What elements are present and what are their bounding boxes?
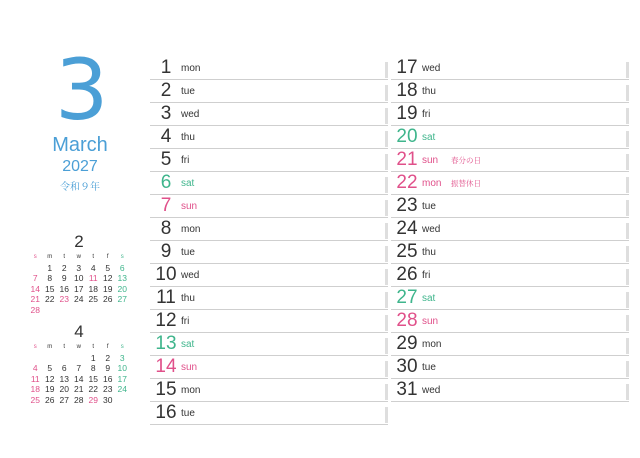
- day-number: 24: [396, 218, 418, 239]
- mini-weekday-header: w: [76, 344, 81, 350]
- mini-calendar-day: 17: [74, 283, 84, 294]
- mini-calendar-day: 12: [45, 373, 55, 384]
- day-of-week: sun: [181, 362, 198, 373]
- day-number: 5: [160, 149, 172, 170]
- mini-calendar-day: 15: [88, 373, 98, 384]
- mini-calendar-day: 16: [59, 283, 69, 294]
- mini-weekday-header: s: [33, 344, 37, 350]
- day-of-week: sat: [422, 132, 436, 143]
- mini-calendar-day: 2: [105, 352, 111, 363]
- mini-calendar-day: 9: [105, 363, 111, 373]
- mini-calendar-day: [28, 353, 43, 364]
- day-of-week: sat: [422, 293, 436, 304]
- mini-calendar-day: 6: [119, 262, 125, 273]
- day-number: 3: [160, 103, 172, 124]
- mini-calendar-day: 14: [74, 373, 84, 384]
- mini-calendar-day: 22: [45, 294, 55, 304]
- mini-calendar-day: 7: [76, 363, 82, 373]
- day-of-week: mon: [181, 385, 201, 396]
- mini-calendar-day: 7: [32, 273, 38, 283]
- mini-calendar-day: 11: [30, 373, 40, 384]
- mini-calendar-day: 10: [74, 273, 84, 283]
- day-row: [391, 264, 629, 287]
- day-number: 11: [156, 287, 176, 308]
- mini-calendar-day: 23: [59, 294, 69, 304]
- mini-calendar-day: 3: [76, 262, 82, 273]
- day-of-week: wed: [422, 224, 441, 235]
- day-row: [150, 172, 388, 195]
- day-of-week: sun: [422, 316, 439, 327]
- day-of-week: sun: [181, 201, 198, 212]
- mini-calendar-day: 5: [105, 262, 111, 273]
- day-number: 2: [160, 80, 172, 101]
- day-row: [150, 333, 388, 356]
- mini-calendar-day: 25: [30, 394, 40, 405]
- day-number: 14: [155, 356, 177, 377]
- day-list-column-2: [391, 57, 629, 402]
- mini-calendar-title: 2: [74, 232, 84, 251]
- mini-calendar-day: 14: [30, 283, 40, 294]
- mini-calendar-next-month: [28, 322, 130, 405]
- day-number: 19: [396, 103, 418, 124]
- day-of-week: tue: [181, 408, 195, 419]
- mini-calendar-title: 4: [74, 322, 84, 341]
- mini-weekday-header: f: [106, 254, 109, 260]
- mini-calendar-day: [101, 305, 116, 316]
- day-of-week: thu: [181, 293, 195, 304]
- mini-calendar-day: [43, 305, 58, 316]
- mini-calendar-day: 11: [88, 273, 98, 283]
- mini-calendar-day: 1: [90, 352, 96, 363]
- mini-calendar-day: 1: [47, 262, 53, 273]
- mini-calendar-day: 18: [88, 283, 98, 294]
- day-of-week: tue: [181, 86, 195, 97]
- day-of-week: thu: [422, 247, 436, 258]
- mini-calendar-day: 15: [45, 283, 55, 294]
- mini-weekday-header: s: [120, 344, 124, 350]
- mini-calendar-day: 8: [90, 363, 96, 373]
- day-number: 25: [396, 241, 418, 262]
- day-of-week: fri: [422, 270, 431, 281]
- mini-calendar-day: 24: [74, 294, 84, 304]
- day-of-week: fri: [181, 316, 190, 327]
- day-number: 22: [396, 172, 418, 193]
- day-row: [391, 172, 629, 195]
- day-row: [391, 218, 629, 241]
- month-name: March: [52, 134, 108, 156]
- day-row: [391, 310, 629, 333]
- mini-weekday-header: m: [47, 254, 53, 260]
- day-row: [150, 57, 388, 80]
- day-number: 20: [396, 126, 418, 147]
- mini-calendar-day: 13: [59, 373, 69, 384]
- mini-calendar-day: 5: [47, 363, 53, 373]
- mini-calendar-day: 9: [61, 273, 67, 283]
- day-number: 17: [396, 57, 418, 78]
- mini-calendar-day: 21: [30, 294, 40, 304]
- day-row: [391, 287, 629, 310]
- mini-calendar-day: [28, 263, 43, 274]
- year: 2027: [62, 158, 98, 175]
- mini-calendar-day: 19: [45, 384, 55, 394]
- mini-calendar-day: 18: [30, 384, 40, 394]
- mini-calendar-day: [115, 305, 130, 316]
- mini-calendar-day: 13: [117, 273, 127, 283]
- day-of-week: tue: [181, 247, 195, 258]
- mini-calendar-day: 3: [119, 352, 125, 363]
- day-of-week: thu: [181, 132, 195, 143]
- day-of-week: wed: [181, 270, 200, 281]
- day-number: 6: [160, 172, 172, 193]
- day-of-week: fri: [181, 155, 190, 166]
- mini-calendar-day: 27: [59, 394, 69, 405]
- mini-weekday-header: t: [63, 344, 66, 350]
- mini-calendar-day: 27: [117, 294, 127, 304]
- mini-calendar-day: 10: [117, 363, 127, 373]
- day-of-week: thu: [422, 86, 436, 97]
- day-number: 15: [155, 379, 177, 400]
- day-of-week: wed: [181, 109, 200, 120]
- mini-weekday-header: t: [92, 254, 95, 260]
- day-row: [150, 402, 388, 425]
- mini-calendar-day: 17: [117, 373, 127, 384]
- mini-weekday-header: f: [106, 344, 109, 350]
- day-of-week: wed: [422, 63, 441, 74]
- mini-calendar-day: 16: [103, 373, 113, 384]
- day-number: 16: [155, 402, 177, 423]
- mini-calendar-day: 4: [90, 262, 96, 273]
- day-number: 30: [396, 356, 418, 377]
- day-of-week: fri: [422, 109, 431, 120]
- mini-calendar-day: 6: [61, 363, 67, 373]
- day-of-week: sat: [181, 178, 195, 189]
- day-of-week: wed: [422, 385, 441, 396]
- day-number: 4: [160, 126, 172, 147]
- day-row: [150, 241, 388, 264]
- mini-calendar-day: 28: [74, 394, 84, 405]
- day-row: [150, 80, 388, 103]
- mini-calendar-day: 25: [88, 294, 98, 304]
- day-number: 26: [396, 264, 418, 285]
- mini-calendar-day: 21: [74, 384, 84, 394]
- mini-calendar-day: 20: [117, 283, 127, 294]
- day-number: 12: [155, 310, 177, 331]
- mini-calendar-day: [57, 353, 72, 364]
- day-number: 27: [396, 287, 418, 308]
- mini-calendar-day: 12: [103, 273, 113, 283]
- day-row: [391, 103, 629, 126]
- holiday-label: 振替休日: [451, 179, 481, 188]
- mini-calendar-grid: [28, 342, 130, 405]
- day-row: [150, 310, 388, 333]
- day-number: 10: [155, 264, 177, 285]
- mini-calendar-day: 26: [45, 394, 55, 405]
- day-row: [150, 287, 388, 310]
- day-row: [391, 356, 629, 379]
- mini-calendar-day: 26: [103, 294, 113, 304]
- day-number: 1: [160, 57, 172, 78]
- mini-calendar-day: 19: [103, 283, 113, 294]
- day-row: [150, 264, 388, 287]
- day-row: [391, 57, 629, 80]
- era-year: 令和９年: [60, 182, 100, 193]
- day-row: [150, 195, 388, 218]
- day-of-week: mon: [181, 224, 201, 235]
- day-row: [150, 103, 388, 126]
- day-row: [391, 80, 629, 103]
- month-number: 3: [55, 41, 109, 139]
- mini-calendar-day: 30: [103, 394, 113, 405]
- mini-calendar-day: [86, 305, 101, 316]
- mini-weekday-header: s: [33, 254, 37, 260]
- day-of-week: sun: [422, 155, 439, 166]
- day-row: [150, 356, 388, 379]
- day-number: 29: [396, 333, 418, 354]
- mini-calendar-day: 20: [59, 384, 69, 394]
- day-row: [391, 149, 629, 172]
- mini-calendar-day: 22: [88, 384, 98, 394]
- day-number: 31: [396, 379, 418, 400]
- day-number: 8: [160, 218, 172, 239]
- day-number: 9: [160, 241, 172, 262]
- day-row: [150, 379, 388, 402]
- day-row: [391, 333, 629, 356]
- day-number: 28: [396, 310, 418, 331]
- mini-calendar-day: 2: [61, 262, 67, 273]
- day-row: [150, 149, 388, 172]
- day-row: [150, 218, 388, 241]
- mini-weekday-header: t: [63, 254, 66, 260]
- mini-calendar-day: 8: [47, 273, 53, 283]
- mini-calendar-day: 4: [32, 363, 38, 373]
- mini-calendar-day: [72, 305, 87, 316]
- mini-calendar-day: [57, 305, 72, 316]
- mini-calendar-day: 24: [117, 384, 127, 394]
- mini-calendar-day: 23: [103, 384, 113, 394]
- day-of-week: tue: [422, 201, 436, 212]
- day-number: 18: [396, 80, 418, 101]
- day-of-week: mon: [422, 339, 442, 350]
- mini-calendar-day: 29: [88, 394, 98, 405]
- holiday-label: 春分の日: [451, 156, 481, 165]
- day-row: [391, 195, 629, 218]
- day-row: [391, 126, 629, 149]
- day-row: [150, 126, 388, 149]
- mini-weekday-header: m: [47, 344, 53, 350]
- day-of-week: tue: [422, 362, 436, 373]
- mini-calendar-day: [72, 353, 87, 364]
- day-number: 23: [396, 195, 418, 216]
- mini-weekday-header: t: [92, 344, 95, 350]
- mini-weekday-header: s: [120, 254, 124, 260]
- mini-calendar-day: [43, 353, 58, 364]
- day-of-week: sat: [181, 339, 195, 350]
- day-number: 13: [155, 333, 177, 354]
- day-number: 21: [396, 149, 418, 170]
- day-list-column-1: [150, 57, 388, 425]
- mini-calendar-prev-month: [28, 232, 130, 315]
- day-row: [391, 241, 629, 264]
- day-of-week: mon: [181, 63, 201, 74]
- day-row: [391, 379, 629, 402]
- mini-calendar-grid: [28, 252, 130, 315]
- mini-calendar-day: [115, 395, 130, 406]
- day-of-week: mon: [422, 178, 442, 189]
- day-number: 7: [160, 195, 172, 216]
- mini-weekday-header: w: [76, 254, 81, 260]
- mini-calendar-day: 28: [30, 304, 40, 315]
